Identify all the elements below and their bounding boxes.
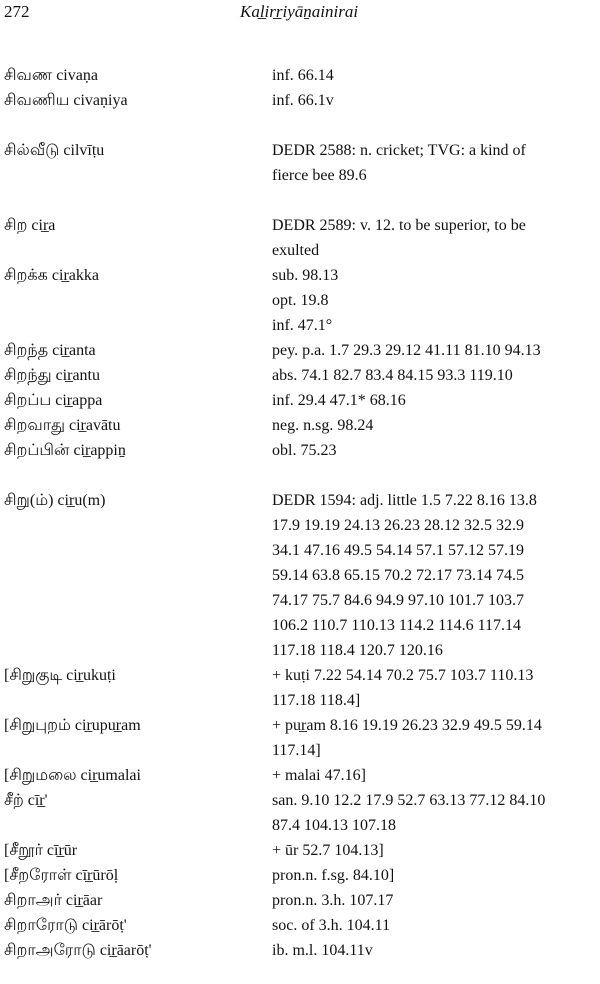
definition-line: 34.1 47.16 49.5 54.14 57.1 57.12 57.19 — [272, 542, 524, 559]
definition-line: 59.14 63.8 65.15 70.2 72.17 73.14 74.5 — [272, 567, 524, 584]
page-header — [0, 2, 600, 24]
definition-line: san. 9.10 12.2 17.9 52.7 63.13 77.12 84.10 — [272, 792, 546, 809]
entry-headword: [சீறூர் cīr̲ūr — [4, 842, 78, 859]
entry-headword: சிறாரோடு cir̲ārōṭ' — [4, 917, 127, 934]
entry-headword: சீற் cīr̲' — [4, 792, 48, 809]
glossary-entry — [0, 138, 600, 188]
glossary-entry — [0, 863, 600, 888]
page-number: 272 — [4, 2, 30, 21]
entry-definition — [272, 888, 596, 913]
definition-line: pey. p.a. 1.7 29.3 29.12 41.11 81.10 94.13 — [272, 342, 541, 359]
entry-definition — [272, 88, 596, 113]
definition-line: + kuṭi 7.22 54.14 70.2 75.7 103.7 110.13 — [272, 667, 534, 684]
entry-headword: சிறு(ம்) cir̲u(m) — [4, 492, 106, 509]
definition-line: exulted — [272, 242, 320, 259]
glossary-entry — [0, 63, 600, 88]
definition-line: opt. 19.8 — [272, 292, 329, 309]
definition-line: soc. of 3.h. 104.11 — [272, 917, 391, 934]
entry-definition — [272, 213, 596, 263]
glossary-entry — [0, 663, 600, 713]
entry-headword: [சிறுபுறம் cir̲upur̲am — [4, 717, 141, 734]
definition-line: abs. 74.1 82.7 83.4 84.15 93.3 119.10 — [272, 367, 513, 384]
definition-line: + malai 47.16] — [272, 767, 366, 784]
entry-definition — [272, 788, 596, 838]
definition-line: pron.n. f.sg. 84.10] — [272, 867, 395, 884]
glossary-entry — [0, 488, 600, 663]
entry-definition — [272, 363, 596, 388]
glossary-entry — [0, 713, 600, 763]
entry-headword: சிறாஅரோடு cir̲āarōṭ' — [4, 942, 152, 959]
entry-headword: சிறப்பின் cir̲appiṉ — [4, 442, 126, 459]
definition-line: 17.9 19.19 24.13 26.23 28.12 32.5 32.9 — [272, 517, 524, 534]
entry-definition — [272, 438, 596, 463]
glossary-entry — [0, 938, 600, 963]
entry-definition — [272, 138, 596, 188]
entry-definition — [272, 913, 596, 938]
glossary-entry — [0, 838, 600, 863]
definition-line: DEDR 2589: v. 12. to be superior, to be — [272, 217, 526, 234]
entry-headword: சிறக்க cir̲akka — [4, 267, 99, 284]
definition-line: + pur̲am 8.16 19.19 26.23 32.9 49.5 59.14 — [272, 717, 542, 734]
entry-headword: சிறந்து cir̲antu — [4, 367, 100, 384]
glossary-entry — [0, 788, 600, 838]
entry-definition — [272, 938, 596, 963]
definition-line: + ūr 52.7 104.13] — [272, 842, 384, 859]
definition-line: 117.18 118.4] — [272, 692, 361, 709]
entry-definition — [272, 838, 596, 863]
entry-definition — [272, 488, 596, 663]
definition-line: pron.n. 3.h. 107.17 — [272, 892, 394, 909]
glossary-entry — [0, 763, 600, 788]
entry-definition — [272, 263, 596, 338]
entry-definition — [272, 63, 596, 88]
glossary-entries — [0, 63, 600, 963]
glossary-entry — [0, 913, 600, 938]
definition-line: ib. m.l. 104.11v — [272, 942, 373, 959]
definition-line: inf. 47.1° — [272, 317, 333, 334]
definition-line: 117.18 118.4 120.7 120.16 — [272, 642, 443, 659]
entry-definition — [272, 713, 596, 763]
entry-headword: சிவணிய civaṇiya — [4, 92, 128, 109]
definition-line: DEDR 1594: adj. little 1.5 7.22 8.16 13.8 — [272, 492, 537, 509]
entry-headword: [சிறுகுடி cir̲ukuṭi — [4, 667, 116, 684]
entry-headword: சிறந்த cir̲anta — [4, 342, 96, 359]
definition-line: inf. 66.1v — [272, 92, 334, 109]
entry-headword: சிறாஅர் cir̲āar — [4, 892, 103, 909]
definition-line: inf. 29.4 47.1* 68.16 — [272, 392, 406, 409]
definition-line: 106.2 110.7 110.13 114.2 114.6 117.14 — [272, 617, 522, 634]
glossary-entry — [0, 338, 600, 363]
definition-line: sub. 98.13 — [272, 267, 339, 284]
glossary-entry — [0, 413, 600, 438]
entry-definition — [272, 763, 596, 788]
definition-line: neg. n.sg. 98.24 — [272, 417, 374, 434]
entry-headword: சில்வீடு cilvīṭu — [4, 142, 105, 159]
glossary-entry — [0, 888, 600, 913]
entry-headword: சிற cir̲a — [4, 217, 56, 234]
definition-line: fierce bee 89.6 — [272, 167, 367, 184]
glossary-entry — [0, 438, 600, 463]
entry-headword: சிறப்ப cir̲appa — [4, 392, 103, 409]
running-title: Kal̲irr̲iyāṉainirai — [240, 2, 359, 21]
entry-headword: சிறவாது cir̲avātu — [4, 417, 121, 434]
definition-line: 87.4 104.13 107.18 — [272, 817, 396, 834]
glossary-entry — [0, 263, 600, 338]
entry-definition — [272, 663, 596, 713]
entry-headword: [சிறுமலை cir̲umalai — [4, 767, 141, 784]
entry-definition — [272, 863, 596, 888]
glossary-entry — [0, 88, 600, 113]
entry-definition — [272, 338, 596, 363]
entry-headword: சிவண civaṇa — [4, 67, 98, 84]
glossary-entry — [0, 213, 600, 263]
glossary-entry — [0, 363, 600, 388]
definition-line: obl. 75.23 — [272, 442, 337, 459]
entry-headword: [சீறரோள் cīr̲ūrōḷ — [4, 867, 119, 884]
definition-line: 117.14] — [272, 742, 321, 759]
definition-line: 74.17 75.7 84.6 94.9 97.10 101.7 103.7 — [272, 592, 524, 609]
entry-definition — [272, 388, 596, 413]
definition-line: DEDR 2588: n. cricket; TVG: a kind of — [272, 142, 526, 159]
glossary-entry — [0, 388, 600, 413]
definition-line: inf. 66.14 — [272, 67, 334, 84]
entry-definition — [272, 413, 596, 438]
